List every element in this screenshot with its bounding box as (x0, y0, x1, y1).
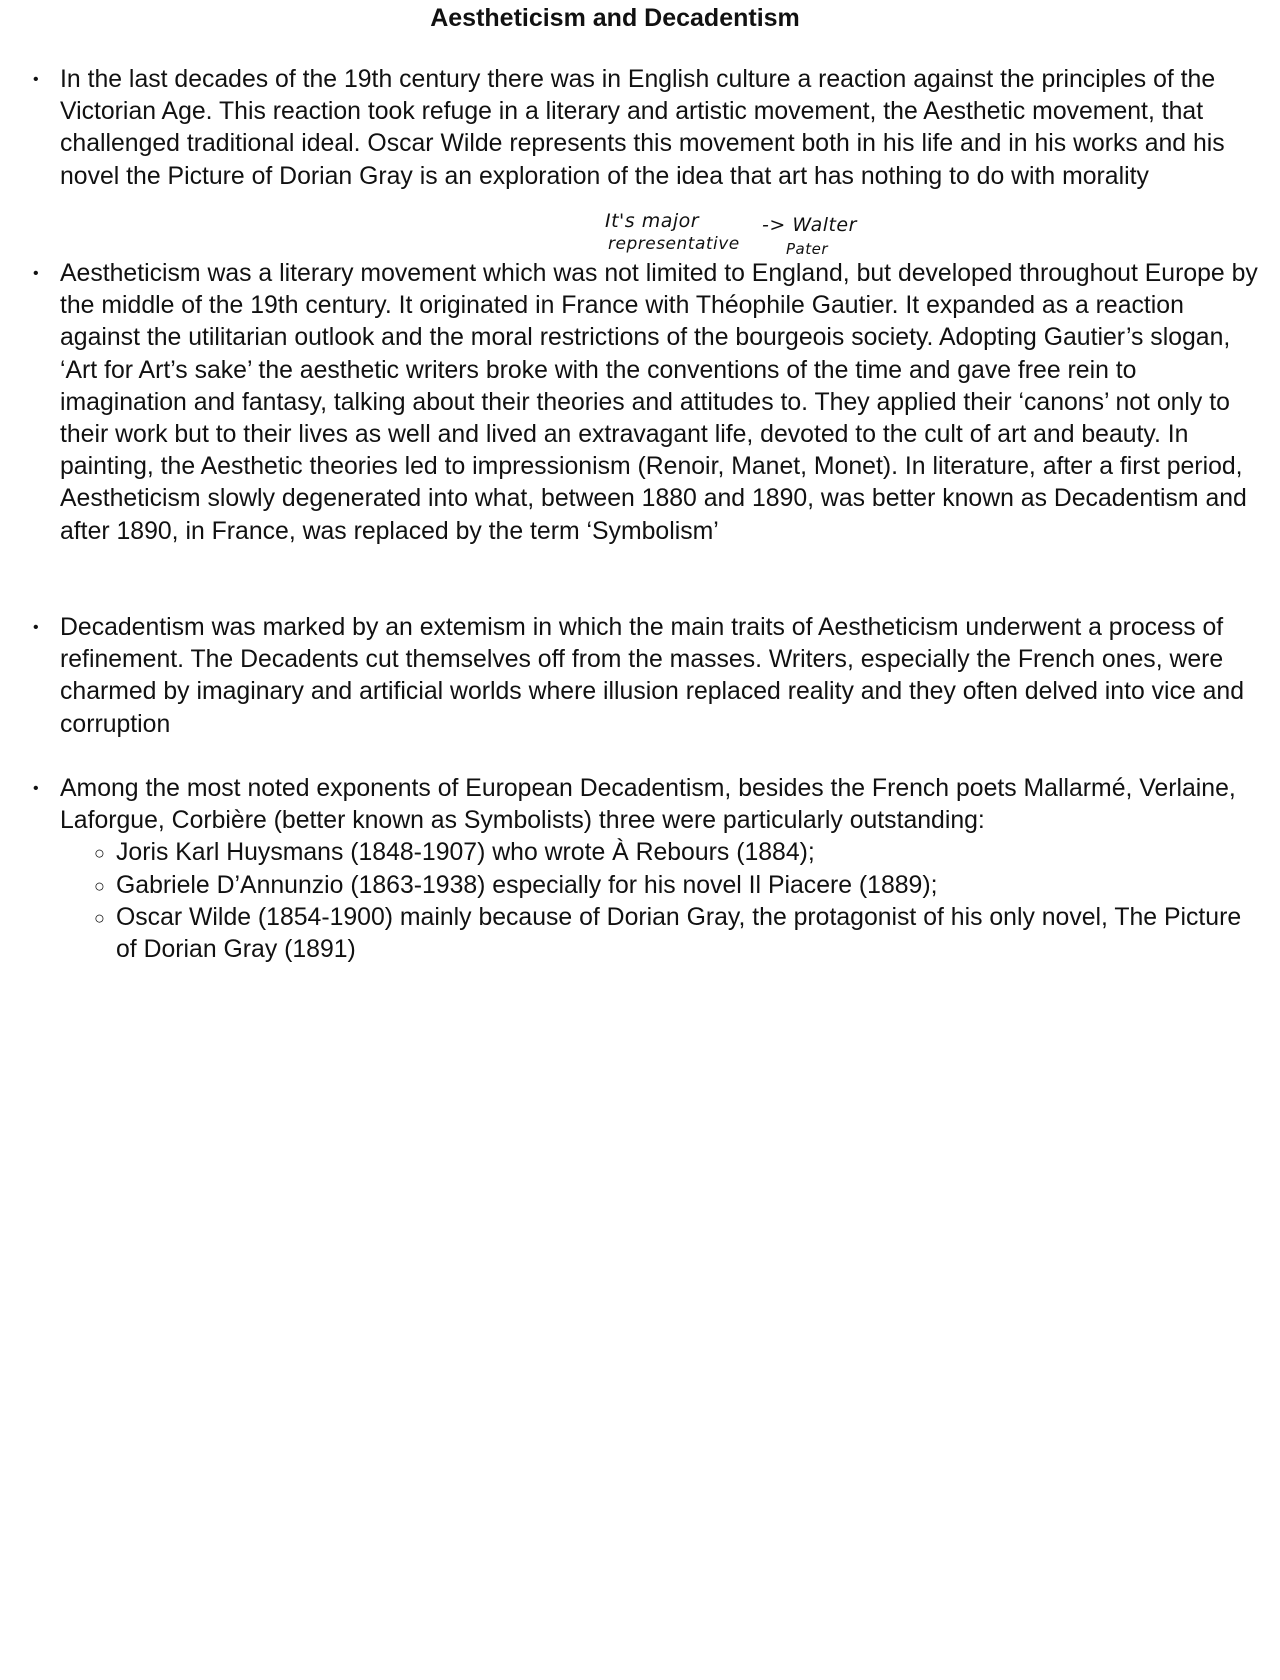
bullet-item-4 (33, 773, 1260, 966)
sub-list (60, 837, 1260, 966)
handwritten-note-arrow-walter: -> Walter (762, 214, 857, 236)
bullet-icon: • (33, 619, 39, 636)
bullet-item-3 (33, 612, 1260, 741)
handwritten-note-pater: Pater (786, 240, 829, 258)
sub-list-item (60, 837, 1260, 869)
bullet-text: Among the most noted exponents of European Decadentism, besides the French poets Mallarmé, Verlaine, Laforgue, Corbière (better known as Symbolists) three were particularly outstanding: (60, 775, 1236, 835)
sub-list-text: Oscar Wilde (1854-1900) mainly because of Dorian Gray, the protagonist of his only novel, The Picture of Dorian Gray (1891) (116, 903, 1242, 964)
bullet-item-1 (33, 64, 1260, 193)
bullet-icon: • (33, 780, 39, 797)
sub-list-text: Gabriele D’Annunzio (1863-1938) especially for his novel Il Piacere (1889); (116, 871, 938, 899)
handwritten-note-line2: representative (608, 234, 740, 254)
circle-bullet-icon: ○ (94, 875, 105, 896)
bullet-item-2 (33, 258, 1260, 548)
bullet-text: In the last decades of the 19th century there was in English culture a reaction against the principles of the Victorian Age. This reaction took refuge in a literary and artistic movement, the Aesthetic movement, that challenged traditional ideal. Oscar Wilde represents this movement both in his life and in his works and his novel the Picture of Dorian Gray is an exploration of the idea that art has nothing to do with morality (60, 66, 1225, 190)
sub-list-item (60, 870, 1260, 902)
sub-list-text: Joris Karl Huysmans (1848-1907) who wrote À Rebours (1884); (116, 839, 815, 867)
circle-bullet-icon: ○ (94, 907, 105, 928)
document-title: Aestheticism and Decadentism (430, 4, 800, 32)
bullet-text: Decadentism was marked by an extemism in which the main traits of Aestheticism underwent a process of refinement. The Decadents cut themselves off from the masses. Writers, especially the French ones, were charmed by imaginary and artificial worlds where illusion replaced reality and they often delved into vice and corruption (60, 614, 1244, 738)
circle-bullet-icon: ○ (94, 843, 105, 864)
bullet-text: Aestheticism was a literary movement which was not limited to England, but developed throughout Europe by the middle of the 19th century. It originated in France with Théophile Gautier. It expanded as a reaction against the utilitarian outlook and the moral restrictions of the bourgeois society. Adopting Gautier’s slogan, ‘Art for Art’s sake’ the aesthetic writers broke with the conventions of the time and gave free rein to imagination and fantasy, talking about their theories and attitudes to. They applied their ‘canons’ not only to their work but to their lives as well and lived an extravagant life, devoted to the cult of art and beauty. In painting, the Aesthetic theories led to impressionism (Renoir, Manet, Monet). In literature, after a first period, Aestheticism slowly degenerated into what, between 1880 and 1890, was better known as Decadentism and after 1890, in France, was replaced by the term ‘Symbolism’ (60, 260, 1258, 545)
sub-list-item (60, 902, 1260, 966)
handwritten-note-line1: It's major (605, 210, 700, 232)
bullet-icon: • (33, 71, 39, 88)
bullet-icon: • (33, 265, 39, 282)
